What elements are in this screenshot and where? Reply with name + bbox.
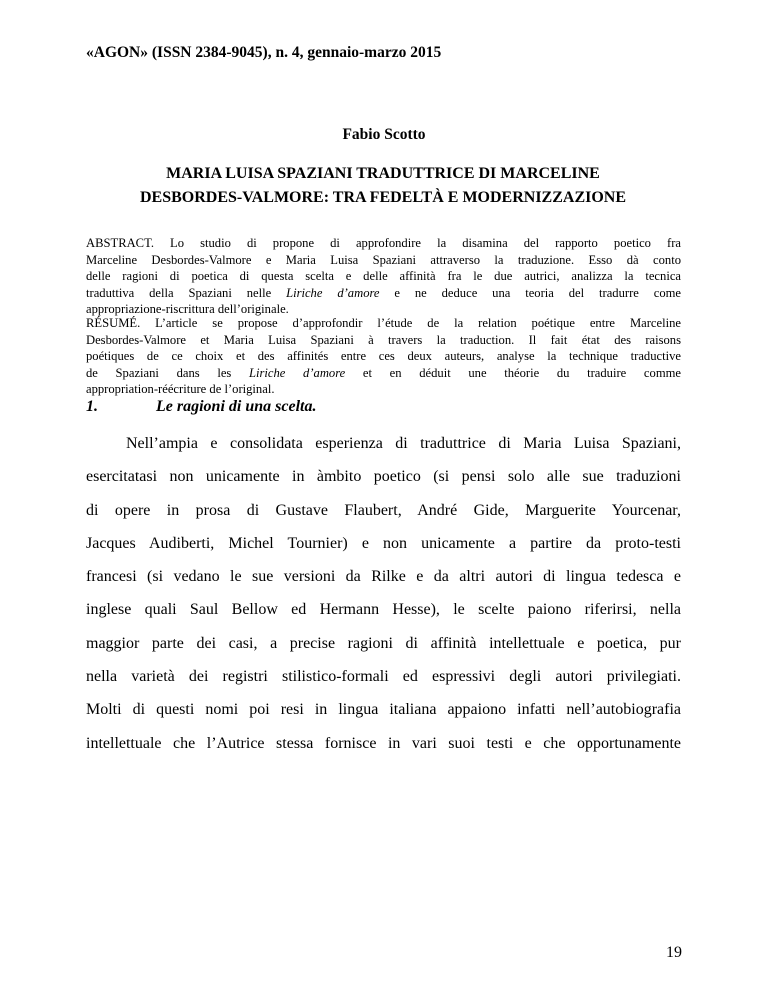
article-title [86,162,680,210]
page-number: 19 [666,944,682,961]
abstract-line: appropriation-réécriture de l’original. [86,382,275,396]
abstract-text: de Spaziani dans les [86,365,249,380]
abstract-line: Marceline Desbordes-Valmore e Maria Luisa Spaziani attraverso la traduzione. Esso dà conto [86,252,681,267]
abstract-text: et en déduit une théorie du traduire comme [345,365,681,380]
body-line: maggior parte dei casi, a precise ragioni di affinità intellettuale e poetica, pur [86,634,681,652]
abstract-line: RÉSUMÉ. L’article se propose d’approfondir l’étude de la relation poétique entre Marceline [86,316,681,330]
title-line: DESBORDES-VALMORE: TRA FEDELTÀ E MODERNIZZAZIONE [139,189,627,206]
article-author: Fabio Scotto [342,126,426,143]
abstract-line: ABSTRACT. Lo studio di propone di approfondire la disamina del rapporto poetico fra [86,236,681,250]
section-number: 1. [86,398,98,415]
abstract-line: appropriazione-riscrittura dell’originale. [86,302,289,316]
abstract-text: traduttiva della Spaziani nelle [86,285,287,300]
abstract-line [86,365,681,382]
body-line: nella varietà dei registri stilistico-formali ed espressivi degli autori privilegiati. [86,668,681,686]
body-line: di opere in prosa di Gustave Flaubert, André Gide, Marguerite Yourcenar, [86,501,681,519]
work-title: Liriche d’amore [286,285,380,300]
section-title: Le ragioni di una scelta. [156,398,317,415]
body-line: esercitatasi non unicamente in àmbito poetico (si pensi solo alle sue traduzioni [86,468,681,486]
body-paragraph [86,434,681,767]
body-line: Jacques Audiberti, Michel Tournier) e non unicamente a partire da proto-testi [86,534,681,552]
journal-header: «AGON» (ISSN 2384-9045), n. 4, gennaio-marzo 2015 [86,44,442,61]
abstract-line [86,285,681,302]
body-line: intellettuale che l’Autrice stessa fornisce in vari suoi testi e che opportunamente [86,734,681,752]
abstract-line: delle ragioni di poetica di questa scelta e delle affinità fra le due autrici, analizza la tecnica [86,269,681,283]
abstract-french [86,315,681,398]
abstract-line: Desbordes-Valmore et Maria Luisa Spaziani à travers la traduction. Il fait état des raisons [86,332,681,347]
abstract-italian [86,235,681,318]
body-line: inglese quali Saul Bellow ed Hermann Hesse), le scelte paiono riferirsi, nella [86,601,681,619]
body-line: Molti di questi nomi poi resi in lingua italiana appaiono infatti nell’autobiografia [86,701,681,719]
body-line: francesi (si vedano le sue versioni da Rilke e da altri autori di lingua tedesca e [86,568,681,586]
abstract-line: poétiques de ce choix et des affinités entre ces deux auteurs, analyse la technique traductive [86,349,681,363]
work-title: Liriche d’amore [249,365,346,380]
body-line: Nell’ampia e consolidata esperienza di traduttrice di Maria Luisa Spaziani, [126,435,681,452]
abstract-text: e ne deduce una teoria del tradurre come [379,285,682,300]
section-heading [86,398,316,416]
title-line: MARIA LUISA SPAZIANI TRADUTTRICE DI MARCELINE [166,165,600,182]
